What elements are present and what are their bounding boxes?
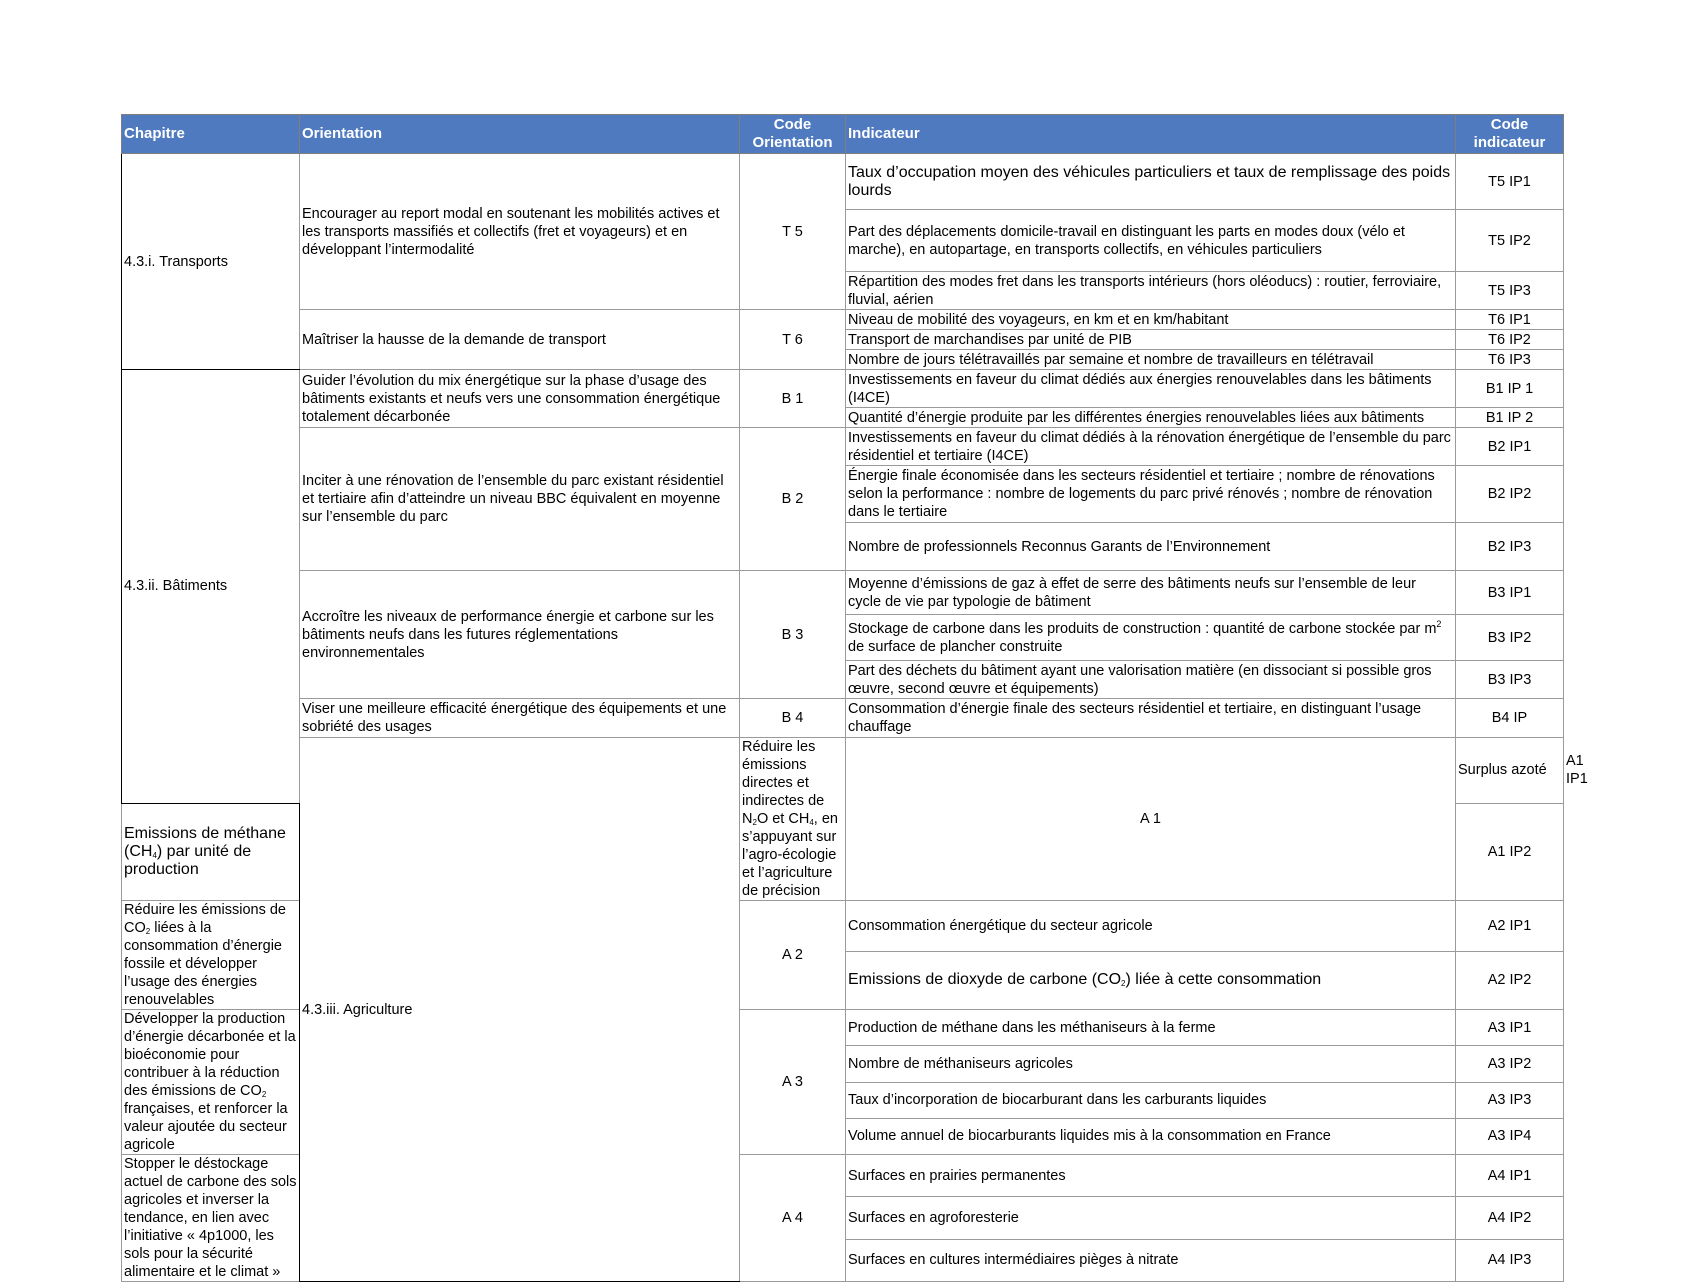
indicator-code-b3ip3: B3 IP3: [1456, 661, 1564, 699]
indicator-a2ip2: [846, 951, 1456, 1009]
orientation-code-b1: B 1: [740, 370, 846, 428]
orientation-b2: Inciter à une rénovation de l’ensemble du parc existant résidentiel et tertiaire afin d’atteindre un niveau BBC équivalent en moyenne sur l’ensemble du parc: [300, 428, 740, 571]
indicator-b4ip: Consommation d’énergie finale des secteurs résidentiel et tertiaire, en distinguant l’usage chauffage: [846, 699, 1456, 738]
indicator-a1ip2: [122, 803, 300, 900]
indicator-t5ip2: Part des déplacements domicile-travail en distinguant les parts en modes doux (vélo et marche), en autopartage, en transports collectifs, en véhicules particuliers: [846, 210, 1456, 272]
orientation-a1-part-c: , en s’appuyant sur l’agro-écologie et l’agriculture de précision: [742, 811, 838, 899]
header-code-indicateur: [1456, 115, 1564, 154]
indicator-b3ip2: [846, 615, 1456, 661]
indicator-code-b3ip2: B3 IP2: [1456, 615, 1564, 661]
orientation-a1-part-b: O et CH: [756, 811, 810, 827]
indicator-code-a3ip1: A3 IP1: [1456, 1010, 1564, 1046]
header-chapitre: Chapitre: [122, 115, 300, 154]
indicator-code-a2ip2: A2 IP2: [1456, 951, 1564, 1009]
indicator-code-t5ip1: T5 IP1: [1456, 154, 1564, 210]
indicator-a2ip2-sub: 2: [1121, 979, 1126, 989]
indicator-code-a4ip1: A4 IP1: [1456, 1155, 1564, 1197]
indicator-a3ip3: Taux d’incorporation de biocarburant dans les carburants liquides: [846, 1082, 1456, 1118]
orientation-a1-sub-b: 4: [809, 818, 814, 827]
header-code-indicateur-line1: Code: [1490, 116, 1529, 133]
indicator-table: [121, 114, 1588, 1282]
chapter-transports: 4.3.i. Transports: [122, 154, 300, 370]
orientation-a1-part-a: Réduire les émissions directes et indirectes de N: [742, 739, 825, 827]
orientation-code-b4: B 4: [740, 699, 846, 738]
indicator-a2ip1: Consommation énergétique du secteur agricole: [846, 901, 1456, 952]
indicator-b1ip1: Investissements en faveur du climat dédiés aux énergies renouvelables dans les bâtiments (I4CE): [846, 370, 1456, 408]
orientation-a3-sub: 2: [261, 1090, 267, 1099]
orientation-a3-part-a: Développer la production d’énergie décarbonée et la bioéconomie pour contribuer à la réduction des émissions de CO: [124, 1011, 296, 1099]
indicator-a1ip1: Surplus azoté: [1456, 738, 1564, 804]
indicator-t6ip2: Transport de marchandises par unité de PIB: [846, 330, 1456, 350]
indicator-code-a3ip3: A3 IP3: [1456, 1082, 1564, 1118]
indicator-code-b2ip2: B2 IP2: [1456, 466, 1564, 523]
orientation-a3: [122, 1010, 300, 1155]
header-orientation: Orientation: [300, 115, 740, 154]
table-row: [122, 699, 1564, 738]
header-indicateur: Indicateur: [846, 115, 1456, 154]
orientation-code-a3: A 3: [740, 1010, 846, 1155]
indicator-a4ip1: Surfaces en prairies permanentes: [846, 1155, 1456, 1197]
indicator-a3ip1: Production de méthane dans les méthaniseurs à la ferme: [846, 1010, 1456, 1046]
orientation-a1: [740, 738, 846, 901]
indicator-code-b3ip1: B3 IP1: [1456, 571, 1564, 615]
indicator-a2ip2-part-b: ) liée à cette consommation: [1125, 971, 1322, 989]
orientation-a1-sub-a: 2: [752, 818, 757, 827]
indicator-a3ip4: Volume annuel de biocarburants liquides mis à la consommation en France: [846, 1118, 1456, 1154]
orientation-a4: Stopper le déstockage actuel de carbone des sols agricoles et inverser la tendance, en lien avec l’initiative « 4p1000, les sols pour la sécurité alimentaire et le climat »: [122, 1155, 300, 1282]
orientation-b1: Guider l’évolution du mix énergétique sur la phase d’usage des bâtiments existants et neufs vers une consommation énergétique totalement décarbonée: [300, 370, 740, 428]
orientation-t5: Encourager au report modal en soutenant les mobilités actives et les transports massifiés et collectifs (fret et voyageurs) et en développant l’intermodalité: [300, 154, 740, 310]
orientation-code-b3: B 3: [740, 571, 846, 699]
indicator-code-t5ip3: T5 IP3: [1456, 272, 1564, 310]
orientation-code-a4: A 4: [740, 1155, 846, 1282]
indicator-b1ip2: Quantité d’énergie produite par les différentes énergies renouvelables liées aux bâtiments: [846, 408, 1456, 428]
header-code-orientation: [740, 115, 846, 154]
orientation-a2-part-a: Réduire les émissions de CO: [124, 902, 286, 936]
header-row: [122, 115, 1564, 154]
orientation-a3-part-b: françaises, et renforcer la valeur ajoutée du secteur agricole: [124, 1101, 288, 1153]
indicator-code-t6ip2: T6 IP2: [1456, 330, 1564, 350]
indicator-b3ip3: Part des déchets du bâtiment ayant une valorisation matière (en dissociant si possible gros œuvre, second œuvre et équipements): [846, 661, 1456, 699]
indicator-code-b1ip1: B1 IP 1: [1456, 370, 1564, 408]
indicator-b2ip3: Nombre de professionnels Reconnus Garants de l’Environnement: [846, 523, 1456, 571]
orientation-a2: [122, 901, 300, 1010]
indicator-a1ip2-part-a: Emissions de méthane (CH: [124, 824, 286, 860]
orientation-a2-sub: 2: [145, 927, 151, 936]
orientation-code-a1: A 1: [846, 738, 1456, 901]
orientation-b4: Viser une meilleure efficacité énergétique des équipements et une sobriété des usages: [300, 699, 740, 738]
indicator-t5ip1: Taux d’occupation moyen des véhicules particuliers et taux de remplissage des poids lourds: [846, 154, 1456, 210]
table-row: [122, 428, 1564, 466]
orientation-t6: Maîtriser la hausse de la demande de transport: [300, 310, 740, 370]
indicator-a2ip2-part-a: Emissions de dioxyde de carbone (CO: [848, 971, 1122, 989]
indicator-t6ip1: Niveau de mobilité des voyageurs, en km et en km/habitant: [846, 310, 1456, 330]
indicator-code-t6ip3: T6 IP3: [1456, 350, 1564, 370]
indicator-code-a3ip2: A3 IP2: [1456, 1046, 1564, 1082]
indicator-code-b2ip3: B2 IP3: [1456, 523, 1564, 571]
orientation-code-b2: B 2: [740, 428, 846, 571]
chapter-batiments: 4.3.ii. Bâtiments: [122, 370, 300, 804]
indicator-a4ip3: Surfaces en cultures intermédiaires pièges à nitrate: [846, 1239, 1456, 1281]
indicator-a1ip2-part-b: ) par unité de production: [124, 842, 252, 878]
header-code-orientation-line1: Code: [773, 116, 812, 133]
indicator-code-a3ip4: A3 IP4: [1456, 1118, 1564, 1154]
table-row: [122, 571, 1564, 615]
orientation-a2-part-b: liées à la consommation d’énergie fossile et développer l’usage des énergies renouvelables: [124, 920, 282, 1008]
indicator-b3ip2-part-a: Stockage de carbone dans les produits de construction : quantité de carbone stockée par m: [848, 620, 1437, 637]
table-row: [122, 310, 1564, 330]
indicator-a1ip2-sub: 4: [152, 850, 157, 860]
indicator-code-a1ip2: A1 IP2: [1456, 803, 1564, 900]
indicator-a4ip2: Surfaces en agroforesterie: [846, 1197, 1456, 1239]
indicator-code-b1ip2: B1 IP 2: [1456, 408, 1564, 428]
indicator-b3ip1: Moyenne d’émissions de gaz à effet de serre des bâtiments neufs sur l’ensemble de leur cycle de vie par typologie de bâtiment: [846, 571, 1456, 615]
indicator-b2ip2: Énergie finale économisée dans les secteurs résidentiel et tertiaire ; nombre de rénovations selon la performance : nombre de logements du parc privé rénovés ; nombre de rénovation dans le tertiaire: [846, 466, 1456, 523]
orientation-code-t6: T 6: [740, 310, 846, 370]
orientation-b3: Accroître les niveaux de performance énergie et carbone sur les bâtiments neufs dans les futures réglementations environnementales: [300, 571, 740, 699]
header-code-indicateur-line2: indicateur: [1473, 134, 1546, 151]
header-code-orientation-line2: Orientation: [752, 134, 833, 151]
table-row: [122, 154, 1564, 210]
orientation-code-t5: T 5: [740, 154, 846, 310]
indicator-code-b2ip1: B2 IP1: [1456, 428, 1564, 466]
table-row: 4.3.iii. Agriculture Réduire les émissions directes et indirectes de $N_2O$ et $CH_4$, en s’appuyant sur l’agro-écologie et l’agriculture de précision A 1 Surplus azoté A1 IP1: [122, 738, 1564, 804]
orientation-code-a2: A 2: [740, 901, 846, 1010]
indicator-code-t6ip1: T6 IP1: [1456, 310, 1564, 330]
indicator-b3ip2-part-b: de surface de plancher construite: [848, 638, 1063, 655]
indicator-code-a2ip1: A2 IP1: [1456, 901, 1564, 952]
table-row: [122, 370, 1564, 408]
indicator-b2ip1: Investissements en faveur du climat dédiés à la rénovation énergétique de l’ensemble du parc résidentiel et tertiaire (I4CE): [846, 428, 1456, 466]
indicator-code-a4ip2: A4 IP2: [1456, 1197, 1564, 1239]
indicator-code-a4ip3: A4 IP3: [1456, 1239, 1564, 1281]
chapter-agriculture: 4.3.iii. Agriculture: [300, 738, 740, 1282]
indicator-code-t5ip2: T5 IP2: [1456, 210, 1564, 272]
indicator-a3ip2: Nombre de méthaniseurs agricoles: [846, 1046, 1456, 1082]
indicator-t6ip3: Nombre de jours télétravaillés par semaine et nombre de travailleurs en télétravail: [846, 350, 1456, 370]
indicator-b3ip2-sup: 2: [1436, 618, 1442, 629]
indicator-t5ip3: Répartition des modes fret dans les transports intérieurs (hors oléoducs) : routier, ferroviaire, fluvial, aérien: [846, 272, 1456, 310]
indicator-code-b4ip: B4 IP: [1456, 699, 1564, 738]
